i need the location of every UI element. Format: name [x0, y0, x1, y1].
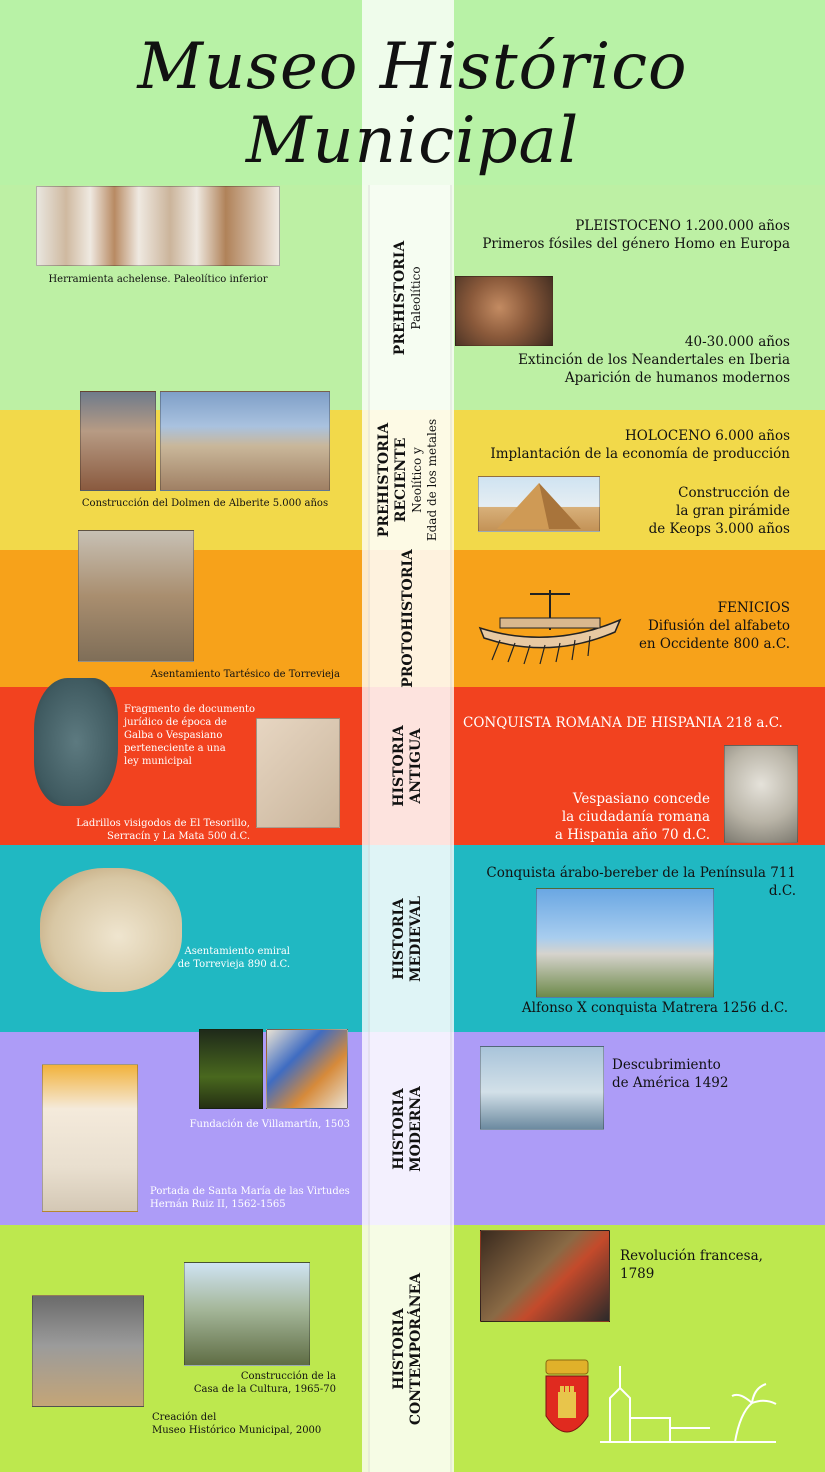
event-line: Descubrimiento	[612, 1057, 721, 1073]
caption-line: Hernán Ruiz II, 1562-1565	[150, 1199, 286, 1210]
caravels-image	[480, 1046, 604, 1130]
event-line: en Occidente 800 a.C.	[638, 636, 790, 652]
event-keops	[610, 484, 790, 538]
era-label: CONTEMPORÁNEA	[408, 1272, 424, 1425]
ceramic-horse-image	[199, 1029, 263, 1109]
era-label: ANTIGUA	[407, 728, 424, 804]
era-label: PREHISTORIA	[376, 422, 392, 538]
event-line: Vespasiano concede	[572, 791, 710, 807]
event-line: Revolución francesa, 1789	[620, 1248, 763, 1282]
caption-line: perteneciente a una	[124, 743, 226, 754]
caption-herramienta: Herramienta achelense. Paleolítico inferior	[48, 274, 268, 285]
caption-tartesico: Asentamiento Tartésico de Torrevieja	[150, 669, 340, 680]
event-conquista-romana	[463, 714, 803, 732]
era-sublabel: Edad de los metales	[425, 418, 439, 542]
event-line: Implantación de la economía de producción	[490, 446, 790, 462]
event-line: Conquista árabo-bereber de la Península 711 d.C.	[486, 865, 796, 899]
caption-dolmen: Construcción del Dolmen de Alberite 5.000 años	[81, 498, 329, 509]
era-label: MODERNA	[408, 1085, 424, 1172]
bronze-fragment-image	[34, 678, 118, 806]
dolmen-landscape-image	[160, 391, 330, 491]
town-skyline-icon	[600, 1366, 776, 1442]
event-line: de América 1492	[612, 1075, 729, 1091]
matrera-castle-image	[536, 888, 714, 998]
era-prehistoria-reciente	[340, 410, 476, 550]
event-line: 40-30.000 años	[684, 334, 790, 350]
acheulean-tools-image	[36, 186, 280, 266]
municipal-logo	[540, 1358, 780, 1448]
event-line: de Keops 3.000 años	[648, 521, 790, 537]
caption-line: Casa de la Cultura, 1965-70	[193, 1384, 336, 1395]
event-vespasiano	[540, 790, 710, 844]
era-historia-moderna	[340, 1032, 476, 1225]
event-america	[612, 1056, 792, 1092]
caption-villamartin: Fundación de Villamartín, 1503	[189, 1119, 350, 1130]
event-line: la gran pirámide	[676, 503, 790, 519]
caption-line: Galba o Vespasiano	[124, 730, 223, 741]
event-line: HOLOCENO 6.000 años	[625, 428, 790, 444]
caption-ladrillos	[60, 817, 250, 843]
era-label: RECIENTE	[393, 437, 409, 523]
event-line: Construcción de	[678, 485, 790, 501]
pyramid-shape	[479, 477, 599, 531]
event-pleistoceno	[470, 217, 790, 253]
santa-maria-portal-image	[42, 1064, 138, 1212]
caption-line: Creación del	[152, 1412, 217, 1423]
event-alfonso	[466, 999, 788, 1017]
era-label: HISTORIA	[390, 725, 407, 807]
caption-portada	[150, 1185, 360, 1211]
casa-cultura-image	[184, 1262, 310, 1366]
caption-line: Construcción de la	[240, 1371, 336, 1382]
emiral-jar-image	[40, 868, 182, 992]
ceramic-tile-image	[266, 1029, 348, 1109]
event-line: Aparición de humanos modernos	[564, 370, 790, 386]
page-title: Museo Histórico Municipal	[137, 30, 688, 178]
pyramid-image	[478, 476, 600, 532]
era-sublabel: Paleolítico	[408, 265, 423, 330]
caption-line: ley municipal	[124, 756, 192, 767]
caption-fragmento	[124, 703, 264, 768]
dolmen-corridor-image	[80, 391, 156, 491]
era-label: MEDIEVAL	[407, 895, 424, 982]
caption-line: Fragmento de documento	[124, 704, 255, 715]
event-line: Alfonso X conquista Matrera 1256 d.C.	[521, 1000, 788, 1016]
era-label: HISTORIA	[391, 1307, 407, 1390]
event-line: Difusión del alfabeto	[647, 618, 790, 634]
era-historia-antigua	[340, 687, 476, 845]
event-line: la ciudadanía romana	[561, 809, 710, 825]
tartessian-ruins-image	[78, 530, 194, 662]
event-line: Primeros fósiles del género Homo en Europa	[482, 236, 790, 252]
caption-line: jurídico de época de	[124, 717, 227, 728]
caption-casa	[190, 1370, 336, 1396]
era-sublabel: Neolítico y	[410, 447, 424, 513]
caption-museo	[152, 1411, 332, 1437]
era-label: PROTOHISTORIA	[399, 549, 416, 688]
caption-line: Serracín y La Mata 500 d.C.	[107, 831, 250, 842]
event-line: PLEISTOCENO 1.200.000 años	[575, 218, 790, 234]
caption-line: Asentamiento emiral	[184, 946, 290, 957]
era-protohistoria	[340, 550, 476, 687]
era-label: PREHISTORIA	[391, 240, 408, 355]
visigothic-brick-image	[256, 718, 340, 828]
museum-interior-image	[32, 1295, 144, 1407]
caption-line: Ladrillos visigodos de El Tesorillo,	[76, 818, 250, 829]
caption-line: Portada de Santa María de las Virtudes	[150, 1186, 350, 1197]
french-revolution-image	[480, 1230, 610, 1322]
caption-line: de Torrevieja 890 d.C.	[177, 959, 290, 970]
event-revolucion	[620, 1247, 800, 1283]
era-historia-contemporanea	[340, 1225, 476, 1472]
event-line: FENICIOS	[717, 600, 790, 616]
event-fenicios	[610, 599, 790, 653]
vespasian-bust-image	[724, 745, 798, 843]
era-label: HISTORIA	[391, 1087, 407, 1170]
caption-emiral	[170, 945, 290, 971]
caption-line: Museo Histórico Municipal, 2000	[152, 1425, 322, 1436]
coat-of-arms-icon	[540, 1358, 780, 1448]
event-holoceno	[470, 427, 790, 463]
era-historia-medieval	[340, 845, 476, 1032]
event-neandertales	[470, 333, 790, 387]
event-line: Extinción de los Neandertales en Iberia	[518, 352, 790, 368]
event-line: a Hispania año 70 d.C.	[554, 827, 710, 843]
era-label: HISTORIA	[390, 897, 407, 980]
event-line: CONQUISTA ROMANA DE HISPANIA 218 a.C.	[463, 715, 783, 731]
